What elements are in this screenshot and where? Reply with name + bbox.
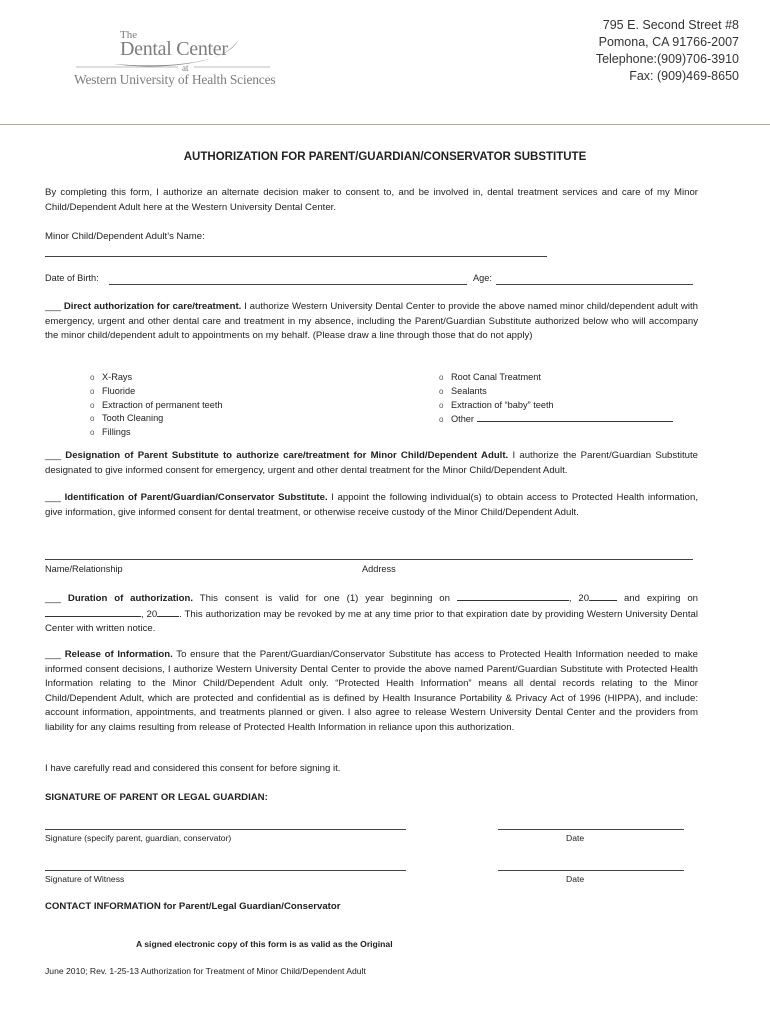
treatment-label: X-Rays: [102, 372, 133, 382]
treatment-root-canal[interactable]: [439, 371, 673, 385]
guardian-signature-label: Signature (specify parent, guardian, conservator): [45, 833, 232, 843]
direct-checkbox[interactable]: ___: [45, 301, 62, 312]
release-text: To ensure that the Parent/Guardian/Conservator Substitute has access to Protected Health Information needed to make informed consent decisions, I authorize Western University Dental Center to provide the above named Parent/Guardian Substitute with Protected Health Information relating to the Minor Child/Dependent Adult only. “Protected Health Information” means all dental records relating to the Minor Child/Dependent Adult, which are protected and confidential as is defined by Health Insurance Portability & Privacy Act of 1996 (HIPPA), and include: account information, appointments, and treatments planned or given. I also agree to release Western University Dental Center and the providers from liability for any claims resulting from release of Protected Health Information in reliance upon this authorization.: [45, 649, 698, 733]
identification-checkbox[interactable]: ___: [45, 492, 62, 503]
name-relationship-line[interactable]: [45, 559, 693, 560]
release-paragraph: [45, 648, 698, 735]
treatment-other[interactable]: [439, 412, 673, 427]
treatment-label: Fillings: [102, 427, 131, 438]
release-heading: Release of Information.: [64, 649, 173, 660]
address-telephone: Telephone:(909)706-3910: [595, 52, 739, 66]
bullet-icon: o: [439, 415, 444, 425]
treatment-sealants[interactable]: [439, 385, 673, 399]
duration-text-4: , 20: [141, 608, 158, 620]
logo-the: The: [120, 29, 138, 41]
identification-heading: Identification of Parent/Guardian/Conservator Substitute.: [64, 492, 328, 503]
signature-heading: SIGNATURE OF PARENT OR LEGAL GUARDIAN:: [45, 792, 268, 803]
end-year-line[interactable]: [157, 607, 179, 617]
treatment-xrays[interactable]: [90, 371, 223, 385]
bullet-icon: o: [90, 400, 95, 410]
treatment-label: Root Canal Treatment: [451, 372, 541, 382]
logo-university: Western University of Health Sciences: [74, 72, 276, 87]
other-line[interactable]: [477, 412, 673, 422]
bullet-icon: o: [439, 386, 444, 396]
guardian-signature-line[interactable]: [45, 829, 406, 830]
minor-name-label: Minor Child/Dependent Adult’s Name:: [45, 231, 205, 242]
designation-paragraph: [45, 449, 698, 478]
identification-text: I appoint the following individual(s) to obtain access to Protected Health information, give information, give informed consent for dental treatment, or otherwise receive custody of the Minor Child/Dependent Adult.: [45, 492, 698, 518]
address-street: 795 E. Second Street #8: [602, 18, 739, 32]
address-label: Address: [362, 564, 396, 574]
minor-name-line[interactable]: [45, 256, 547, 257]
duration-paragraph: [45, 591, 698, 637]
read-statement: I have carefully read and considered this consent for before signing it.: [45, 763, 341, 774]
contact-heading: CONTACT INFORMATION for Parent/Legal Guardian/Conservator: [45, 901, 341, 912]
form-title: AUTHORIZATION FOR PARENT/GUARDIAN/CONSERVATOR SUBSTITUTE: [183, 151, 587, 163]
electronic-copy-note: A signed electronic copy of this form is as valid as the Original: [136, 939, 393, 949]
address-city: Pomona, CA 91766-2007: [598, 35, 739, 49]
header-rule: [0, 124, 770, 125]
treatment-extraction-permanent[interactable]: [90, 399, 223, 413]
dob-line[interactable]: [109, 284, 467, 285]
dental-center-logo: [74, 26, 274, 92]
bullet-icon: o: [90, 428, 95, 438]
footer-revision: June 2010; Rev. 1-25-13 Authorization for Treatment of Minor Child/Dependent Adult: [45, 966, 366, 976]
identification-paragraph: [45, 491, 698, 520]
intro-paragraph: By completing this form, I authorize an alternate decision maker to consent to, and be involved in, dental treatment services and care of my Minor Child/Dependent Adult here at the Western University Dental Center.: [45, 187, 698, 213]
direct-authorization-paragraph: [45, 300, 698, 344]
treatment-list-right: [439, 371, 673, 427]
guardian-date-line[interactable]: [498, 829, 684, 830]
duration-text-5: . This authorization may be revoked by me at any time prior to that expiration date by providing Western University Dental Center with written notice.: [45, 608, 698, 634]
treatment-fluoride[interactable]: [90, 385, 223, 399]
age-line[interactable]: [496, 284, 693, 285]
end-date-line[interactable]: [45, 607, 141, 617]
designation-text: I authorize the Parent/Guardian Substitute designated to give informed consent for emergency, urgent and other dental treatment for the Minor Child/Dependent Adult.: [45, 450, 698, 476]
logo-dental-center: Dental Center: [120, 38, 228, 60]
treatment-extraction-baby[interactable]: [439, 399, 673, 413]
treatment-list-left: [90, 371, 223, 440]
treatment-label: Fluoride: [102, 385, 136, 396]
duration-checkbox[interactable]: ___: [45, 593, 62, 604]
direct-text: I authorize Western University Dental Center to provide the above named minor child/dependent adult with emergency, urgent and other dental care and treatment in my absence, including the Parent/Guardian Substitute authorized below who will accompany the minor child/dependent adult to appointments on my behalf. (Please draw a line through those that do not apply): [45, 301, 698, 341]
witness-date-line[interactable]: [498, 870, 684, 871]
treatment-fillings[interactable]: [90, 426, 223, 440]
begin-date-line[interactable]: [457, 591, 569, 601]
treatment-cleaning[interactable]: [90, 412, 223, 426]
treatment-label: Extraction of permanent teeth: [102, 399, 223, 410]
designation-checkbox[interactable]: ___: [45, 450, 62, 461]
bullet-icon: o: [439, 400, 444, 410]
bullet-icon: o: [439, 373, 444, 382]
age-label: Age:: [473, 273, 492, 283]
treatment-label: Tooth Cleaning: [102, 413, 164, 424]
direct-heading: Direct authorization for care/treatment.: [63, 301, 242, 312]
treatment-label: Other: [451, 414, 474, 425]
begin-year-line[interactable]: [589, 591, 617, 601]
address-fax: Fax: (909)469-8650: [629, 69, 739, 83]
duration-heading: Duration of authorization.: [67, 593, 194, 604]
logo-at: at: [182, 63, 189, 73]
duration-text-2: , 20: [568, 593, 590, 604]
release-checkbox[interactable]: ___: [45, 649, 62, 660]
name-relationship-label: Name/Relationship: [45, 564, 123, 574]
designation-heading: Designation of Parent Substitute to authorize care/treatment for Minor Child/Dependent Adult.: [65, 450, 509, 461]
witness-signature-label: Signature of Witness: [45, 874, 125, 884]
witness-signature-line[interactable]: [45, 870, 406, 871]
treatment-label: Sealants: [451, 385, 487, 396]
bullet-icon: o: [90, 414, 95, 424]
duration-text-3: and expiring on: [617, 593, 698, 604]
guardian-date-label: Date: [566, 833, 585, 843]
treatment-label: Extraction of “baby” teeth: [451, 399, 554, 410]
duration-text-1: This consent is valid for one (1) year beginning on: [193, 593, 457, 604]
address-block: [596, 17, 739, 85]
witness-date-label: Date: [566, 874, 585, 884]
bullet-icon: o: [90, 373, 95, 382]
bullet-icon: o: [90, 386, 95, 396]
dob-label: Date of Birth:: [45, 273, 99, 283]
